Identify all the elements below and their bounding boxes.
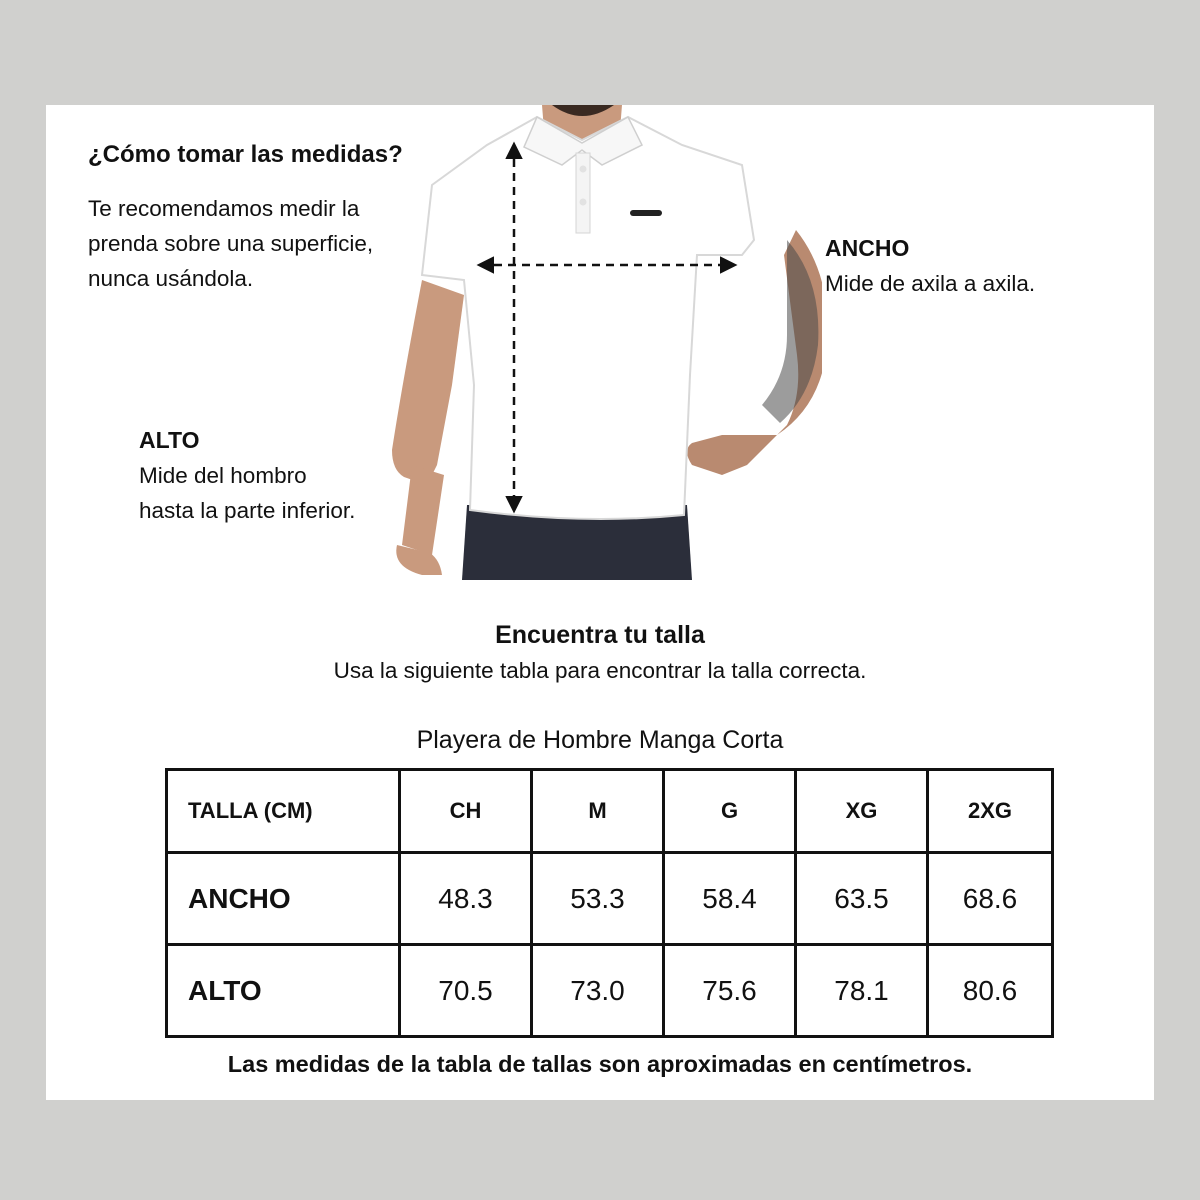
table-row-label: ANCHO <box>167 853 400 945</box>
howto-line: nunca usándola. <box>88 266 254 291</box>
table-header-cell: TALLA (CM) <box>167 770 400 853</box>
table-cell: 58.4 <box>664 853 796 945</box>
table-header-cell: M <box>532 770 664 853</box>
table-row <box>167 945 1053 1037</box>
table-cell: 73.0 <box>532 945 664 1037</box>
size-table <box>165 768 1054 1038</box>
alto-heading: ALTO <box>139 427 200 453</box>
ancho-heading: ANCHO <box>825 235 910 261</box>
ancho-text: Mide de axila a axila. <box>825 271 1036 296</box>
alto-text-line: Mide del hombro <box>139 463 307 488</box>
table-note: Las medidas de la tabla de tallas son aproximadas en centímetros. <box>227 1051 973 1077</box>
table-header-cell: XG <box>796 770 928 853</box>
table-cell: 48.3 <box>400 853 532 945</box>
table-header-row <box>167 770 1053 853</box>
table-cell: 63.5 <box>796 853 928 945</box>
table-header-cell: 2XG <box>928 770 1053 853</box>
table-cell: 75.6 <box>664 945 796 1037</box>
howto-line: Te recomendamos medir la <box>88 196 360 221</box>
alto-explanation <box>139 423 355 528</box>
table-cell: 53.3 <box>532 853 664 945</box>
table-row <box>167 853 1053 945</box>
alto-text-line: hasta la parte inferior. <box>139 498 356 523</box>
model-shirt-illustration <box>392 105 822 580</box>
finder-subtitle: Usa la siguiente tabla para encontrar la talla correcta. <box>333 658 867 683</box>
ancho-explanation <box>825 231 1035 301</box>
table-header-cell: CH <box>400 770 532 853</box>
howto-title: ¿Cómo tomar las medidas? <box>88 141 403 168</box>
howto-line: prenda sobre una superficie, <box>88 231 374 256</box>
table-cell: 68.6 <box>928 853 1053 945</box>
table-cell: 70.5 <box>400 945 532 1037</box>
table-header-cell: G <box>664 770 796 853</box>
howto-text <box>88 191 428 296</box>
finder-title: Encuentra tu talla <box>495 621 705 649</box>
table-cell: 80.6 <box>928 945 1053 1037</box>
table-cell: 78.1 <box>796 945 928 1037</box>
size-guide-card <box>46 105 1154 1100</box>
table-caption: Playera de Hombre Manga Corta <box>416 726 784 754</box>
table-row-label: ALTO <box>167 945 400 1037</box>
